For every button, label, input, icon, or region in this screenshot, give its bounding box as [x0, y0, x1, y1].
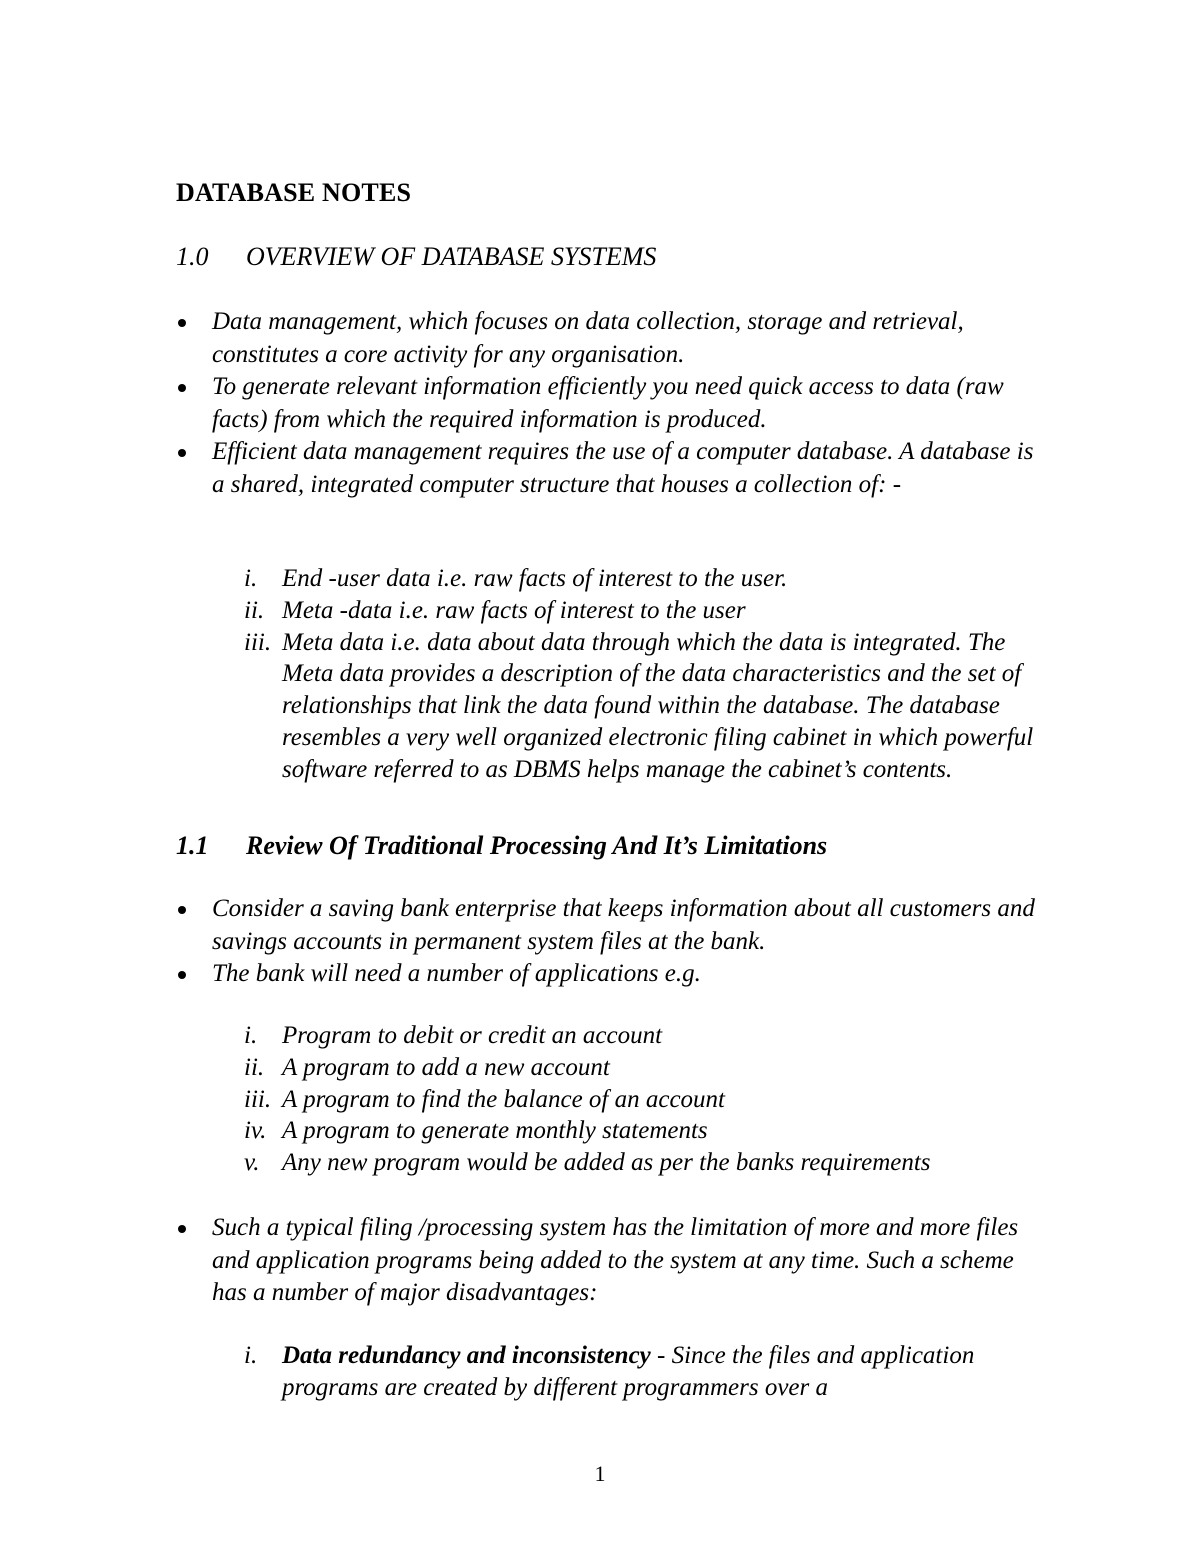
bullet-item [176, 306, 1036, 371]
database-contents-list [244, 563, 1044, 786]
list-item [244, 1020, 1044, 1052]
bullet-item [176, 436, 1036, 501]
bank-bullet-list [176, 893, 1036, 991]
list-numeral: iv. [244, 1117, 267, 1145]
section-title: OVERVIEW OF DATABASE SYSTEMS [246, 242, 657, 271]
bullet-text: Such a typical filing /processing system has the limitation of more and more files and application programs being added to the system at any time. Such a scheme has a number of major disadvantages: [212, 1214, 1019, 1306]
list-item [244, 1340, 1044, 1404]
list-numeral: i. [244, 565, 258, 592]
list-item-text: A program to add a new account [282, 1053, 610, 1081]
list-item-text: Meta -data i.e. raw facts of interest to the user [282, 596, 746, 624]
limitations-bullet-list [176, 1212, 1036, 1310]
bullet-icon [178, 384, 186, 392]
list-item [244, 1084, 1044, 1116]
list-numeral: iii. [244, 1085, 272, 1113]
bullet-text: The bank will need a number of applications e.g. [212, 960, 701, 987]
section-title: Review Of Traditional Processing And It’s Limitations [246, 831, 828, 860]
list-numeral: i. [244, 1342, 258, 1369]
bullet-item [176, 893, 1036, 958]
list-item-text: Meta data i.e. data about data through which the data is integrated. The Meta data provides a description of the data characteristics and the set of relationships that link the data found within the database. The database resembles a very well organized electronic filing cabinet in which powerful software referred to as DBMS helps manage the cabinet’s contents. [282, 628, 1034, 783]
list-item-text: Any new program would be added as per the banks requirements [282, 1149, 931, 1177]
bullet-icon [178, 449, 186, 457]
list-item [244, 1052, 1044, 1084]
bullet-icon [178, 1225, 186, 1233]
bullet-item [176, 958, 1036, 991]
list-item-text: Program to debit or credit an account [282, 1022, 663, 1049]
section-number: 1.0 [176, 242, 209, 271]
list-item-text: A program to find the balance of an account [282, 1085, 726, 1113]
section-number: 1.1 [176, 831, 209, 860]
list-numeral: ii. [244, 596, 265, 624]
page-number: 1 [594, 1461, 606, 1486]
list-item [244, 1115, 1044, 1147]
bullet-icon [178, 319, 186, 327]
list-numeral: ii. [244, 1053, 265, 1081]
list-item [244, 1147, 1044, 1179]
list-numeral: iii. [244, 628, 272, 656]
bullet-item [176, 371, 1036, 436]
bullet-item [176, 1212, 1036, 1310]
overview-bullet-list [176, 306, 1036, 501]
list-item-text: End -user data i.e. raw facts of interest to the user. [282, 565, 788, 592]
disadvantages-list [244, 1340, 1044, 1404]
list-item [244, 563, 1044, 595]
bullet-text: Data management, which focuses on data collection, storage and retrieval, constitutes a core activity for any organisation. [212, 308, 964, 368]
list-numeral: i. [244, 1022, 258, 1049]
list-item [244, 595, 1044, 627]
list-item [244, 627, 1044, 786]
bullet-icon [178, 906, 186, 914]
bullet-text: Efficient data management requires the use of a computer database. A database is a shared, integrated computer structure that houses a collection of: - [212, 438, 1034, 498]
list-item-text: A program to generate monthly statements [282, 1117, 708, 1145]
bullet-text: To generate relevant information efficiently you need quick access to data (raw facts) from which the required information is produced. [212, 373, 1004, 433]
disadvantage-term: Data redundancy and inconsistency [282, 1342, 651, 1369]
list-numeral: v. [244, 1149, 260, 1177]
applications-list [244, 1020, 1044, 1179]
document-title: DATABASE NOTES [176, 178, 412, 207]
list-item-text: - Since the files and application programs are created by different programmers over a [282, 1342, 975, 1401]
bullet-text: Consider a saving bank enterprise that keeps information about all customers and savings accounts in permanent system files at the bank. [212, 895, 1035, 955]
bullet-icon [178, 971, 186, 979]
